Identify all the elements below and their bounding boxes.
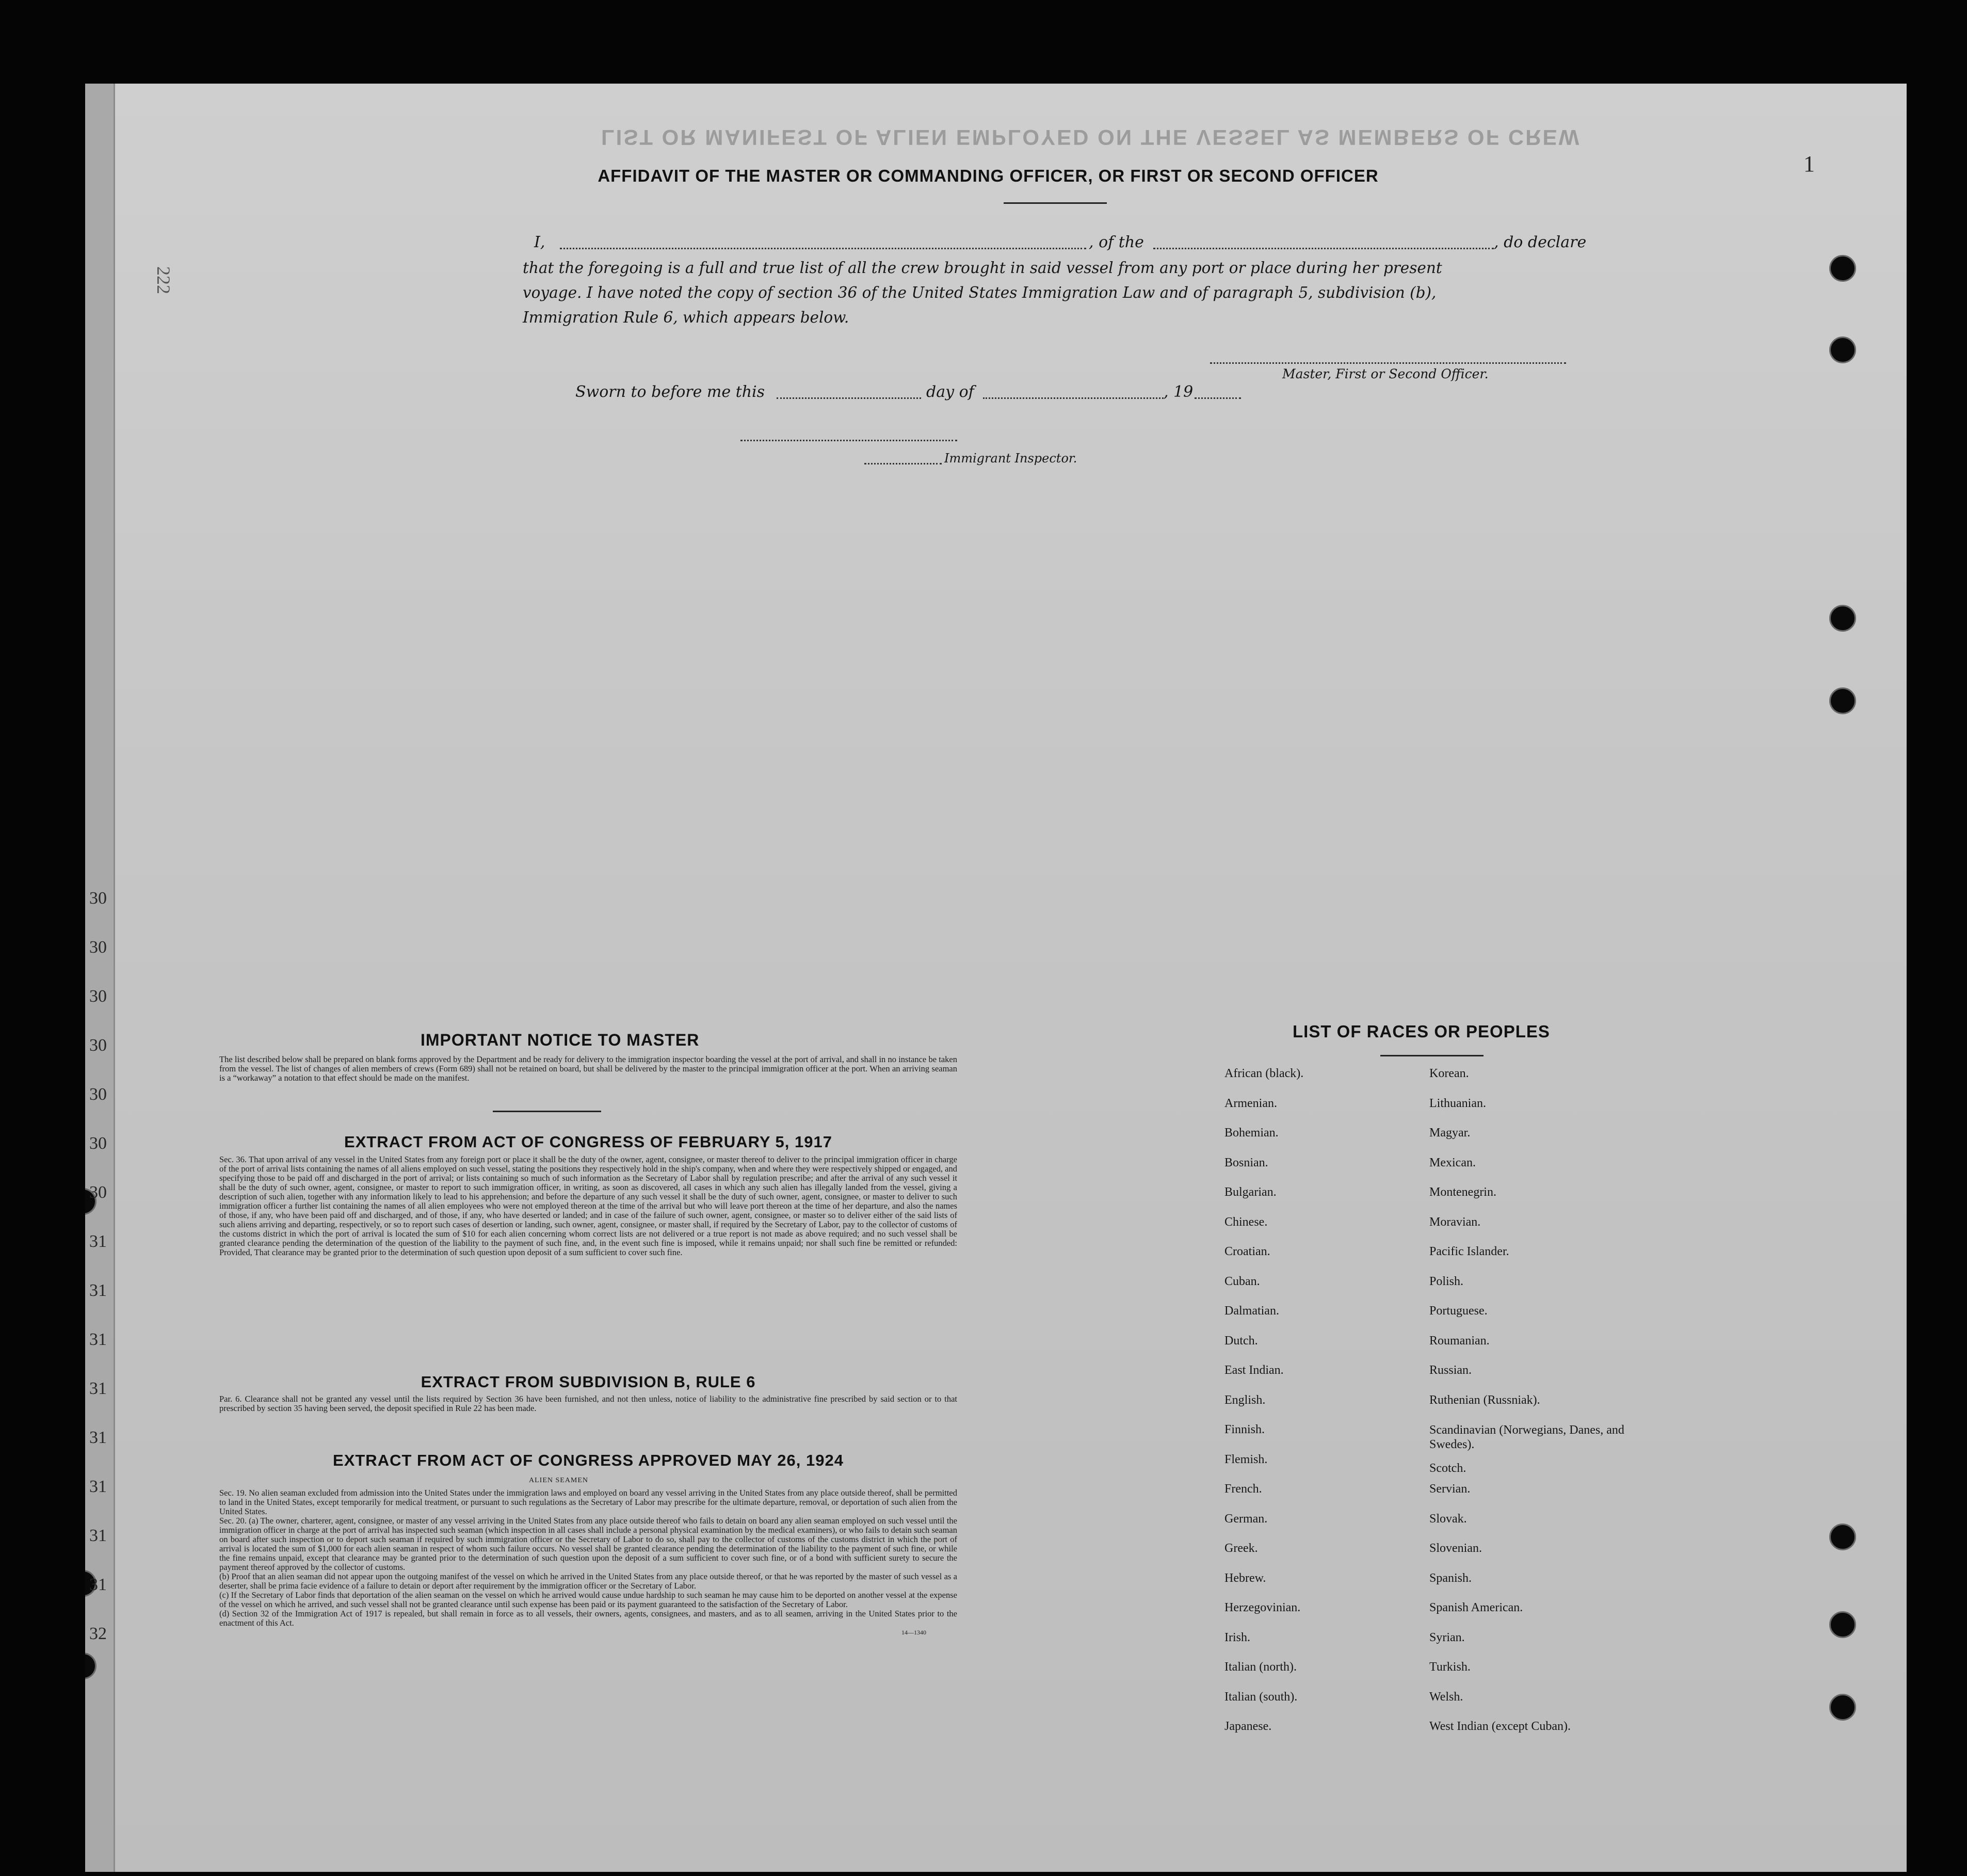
name-blank-line (560, 248, 1086, 249)
race-item: African (black). (1224, 1067, 1304, 1080)
race-item: Pacific Islander. (1429, 1245, 1509, 1258)
races-column-2 (1429, 1067, 1646, 1750)
sec-20c-text: (c) If the Secretary of Labor finds that deportation of the alien seaman on the vessel on which he arrived would cause undue hardship to such seaman he may cause him to be deported on another vessel at the expense of the vessel on which he arrived, and such vessel shall not be granted clearance until such expense has been paid or its payment guaranteed to the satisfaction of the Secretary of Labor. (219, 1590, 957, 1609)
inspector-caption: Immigrant Inspector. (944, 451, 1077, 466)
race-item: Lithuanian. (1429, 1096, 1486, 1110)
race-item: Spanish. (1429, 1571, 1472, 1585)
race-item: Dutch. (1224, 1334, 1258, 1348)
inspector-top-line (740, 440, 957, 441)
race-item: Bulgarian. (1224, 1185, 1277, 1199)
left-margin-numbers: 30 30 30 30 30 30 30 31 31 31 31 31 31 31 31 32 (89, 889, 107, 1643)
race-item: Armenian. (1224, 1096, 1277, 1110)
race-item: East Indian. (1224, 1364, 1284, 1377)
race-item: Syrian. (1429, 1630, 1465, 1644)
race-item: Spanish American. (1429, 1601, 1523, 1614)
extract-rule6-title: EXTRACT FROM SUBDIVISION B, RULE 6 (421, 1373, 756, 1391)
sworn-year-line (1195, 397, 1241, 399)
alien-seamen-subtitle: ALIEN SEAMEN (529, 1477, 589, 1484)
race-item: West Indian (except Cuban). (1429, 1720, 1571, 1733)
day-of-label: day of (926, 383, 974, 401)
race-item: English. (1224, 1393, 1266, 1407)
race-item: Servian. (1429, 1482, 1471, 1496)
page-number: 1 (1803, 151, 1815, 177)
race-item: Montenegrin. (1429, 1185, 1496, 1199)
bleed-through-header: LIST OR MANIFEST OF ALIEN EMPLOYED ON THE VESSEL AS MEMBERS OF CREW (601, 125, 1581, 150)
inspector-signature-line (864, 463, 942, 464)
race-item: Hebrew. (1224, 1571, 1266, 1585)
extract-rule6-body: Par. 6. Clearance shall not be granted any vessel until the lists required by Section 36 have been furnished, and not then unless, notice of liability to the administrative fine prescribed by said section or to that prescribed by section 35 having been served, the deposit specified in Rule 22 has been made. (219, 1394, 957, 1413)
race-item: Magyar. (1429, 1126, 1471, 1140)
race-item: Turkish. (1429, 1660, 1471, 1674)
affidavit-line-3: Immigration Rule 6, which appears below. (523, 309, 849, 326)
punch-hole (1829, 1694, 1856, 1721)
sec-20a-text: Sec. 20. (a) The owner, charterer, agent, consignee, or master of any vessel arriving in the United States from any place outside thereof who fails to detain on board any alien seaman employed on such vessel until the immigration officer in charge at the port of arrival has inspected such seaman (which inspection in all cases shall include a personal physical examination by the medical examiners), or who fails to detain such seaman on board after such inspection or to deport such seaman if required by such immigration officer or the Secretary of Labor to do so, shall pay to the collector of customs of the customs district in which the port of arrival is located the sum of $1,000 for each alien seaman in respect of whom such failure occurs. No vessel shall be granted clearance pending the determination of the liability to the payment of such fine, or while the fine remains unpaid, except that clearance may be granted prior to the determination of such question upon the deposit of a sum sufficient to cover such fine, or of a bond with sufficient surety to secure the payment thereof approved by the collector of customs. (219, 1516, 957, 1572)
race-item: Korean. (1429, 1067, 1469, 1080)
race-item: Bohemian. (1224, 1126, 1279, 1140)
of-the-label: , of the (1089, 233, 1144, 251)
form-number: 14—1340 (901, 1629, 926, 1636)
affidavit-line-1: that the foregoing is a full and true list of all the crew brought in said vessel from any port or place during her present (523, 259, 1442, 277)
race-item: Italian (south). (1224, 1690, 1298, 1704)
notice-body: The list described below shall be prepared on blank forms approved by the Department and be ready for delivery to the immigration inspector boarding the vessel at the port of arrival, and shall in no instance be taken from the vessel. The list of changes of alien members of crews (Form 689) shall not be retained on board, but shall be delivered by the master to the principal immigration officer at the port. When an arriving seaman is a “workaway” a notation to that effect should be made on the manifest. (219, 1054, 957, 1083)
race-item: Japanese. (1224, 1720, 1272, 1733)
race-item: French. (1224, 1482, 1262, 1496)
extract-1924-body (219, 1488, 957, 1637)
notice-title: IMPORTANT NOTICE TO MASTER (421, 1031, 700, 1049)
punch-hole (1829, 1611, 1856, 1638)
sec-20b-text: (b) Proof that an alien seaman did not appear upon the outgoing manifest of the vessel on which he arrived in the United States from any place outside thereof, or that he was reported by the master of such vessel as a deserter, shall be prima facie evidence of a failure to detain or deport after requirement by the immigration officer or the Secretary of Labor. (219, 1572, 957, 1591)
race-item: Slovak. (1429, 1512, 1467, 1526)
signature-line (1210, 362, 1566, 364)
extract-1917-title: EXTRACT FROM ACT OF CONGRESS OF FEBRUARY 5, 1917 (344, 1133, 832, 1151)
race-item: Bosnian. (1224, 1156, 1268, 1169)
race-item: Herzegovinian. (1224, 1601, 1301, 1614)
race-item: Flemish. (1224, 1452, 1268, 1466)
punch-hole (1829, 687, 1856, 714)
do-declare-label: , do declare (1494, 233, 1587, 251)
sec-19-text: Sec. 19. No alien seaman excluded from admission into the United States under the immigration laws and employed on board any vessel arriving in the United States from any place outside thereof, shall be permitted to land in the United States, except temporarily for medical treatment, or pursuant to such regulations as the Secretary of Labor may prescribe for the ultimate departure, removal, or deportation of such alien from the United States. (219, 1488, 957, 1516)
extract-1917-body: Sec. 36. That upon arrival of any vessel in the United States from any foreign port or place it shall be the duty of the owner, agent, consignee, or master thereof to deliver to the principal immigration officer in charge of the port of arrival lists containing the names of all aliens employed on such vessel, stating the positions they respectively hold in the ship's company, when and where they were respectively shipped or engaged, and specifying those to be paid off and discharged in the port of arrival; or lists containing so much of such information as the Secretary of Labor shall by regulation prescribe; and after the arrival of any such vessel it shall be the duty of such owner, agent, consignee, or master to report to such immigration officer, in writing, as soon as discovered, all cases in which any such alien has illegally landed from the vessel, giving a description of such alien, together with any information likely to lead to his apprehension; and before the departure of any such vessel it shall be the duty of such owner, agent, consignee, or master to deliver to such immigration officer a further list containing the names of all alien employees who were not employed thereon at the time of the arrival but who will leave port thereon at the time of her departure, and also the names of those, if any, who have been paid off and discharged, and of those, if any, who have deserted or landed; and in case of the failure of such owner, agent, consignee, or master so to deliver either of the said lists of such aliens arriving and departing, respectively, or so to report such cases of desertion or landing, such owner, agent, consignee, or master shall, if required by the Secretary of Labor, pay to the collector of customs of the customs district in which the port of arrival is located the sum of $10 for each alien concerning whom correct lists are not delivered or a true report is not made as above required; and no such vessel shall be granted clearance pending the determination of the question of the liability to the payment of such fine, and, in the event such fine is imposed, while it remains unpaid; nor shall such fine be remitted or refunded: Provided, That clearance may be granted prior to the determination of such question upon deposit of a sum sufficient to cover such fine. (219, 1155, 957, 1257)
race-item: Portuguese. (1429, 1304, 1488, 1318)
year-label: , 19 (1164, 383, 1194, 401)
race-item: Russian. (1429, 1364, 1472, 1377)
race-item: Cuban. (1224, 1274, 1260, 1288)
sworn-label: Sworn to before me this (575, 383, 765, 401)
affidavit-i-label: I, (534, 233, 545, 251)
side-reference-number: 222 (153, 266, 174, 294)
race-item: Moravian. (1429, 1215, 1481, 1229)
vessel-blank-line (1153, 248, 1494, 249)
title-underline (1004, 202, 1107, 204)
punch-hole (1829, 255, 1856, 282)
race-item: Roumanian. (1429, 1334, 1490, 1348)
affidavit-line-2: voyage. I have noted the copy of section 36 of the United States Immigration Law and of paragraph 5, subdivision (b), (523, 284, 1437, 301)
race-item: Ruthenian (Russniak). (1429, 1393, 1540, 1407)
race-item: German. (1224, 1512, 1268, 1526)
manifest-page (85, 84, 1907, 1872)
race-item: Polish. (1429, 1274, 1464, 1288)
race-item: Croatian. (1224, 1245, 1270, 1258)
race-item: Italian (north). (1224, 1660, 1297, 1674)
race-item: Chinese. (1224, 1215, 1268, 1229)
race-item: Welsh. (1429, 1690, 1463, 1704)
race-item: Slovenian. (1429, 1542, 1482, 1555)
races-title: LIST OF RACES OR PEOPLES (1293, 1022, 1550, 1041)
notice-rule (493, 1111, 601, 1112)
race-item: Mexican. (1429, 1156, 1476, 1169)
race-item: Scotch. (1429, 1462, 1466, 1475)
sec-20d-text: (d) Section 32 of the Immigration Act of 1917 is repealed, but shall remain in force as to all vessels, their owners, agents, consignees, and masters, and as to all seamen, arriving in the United States prior to the enactment of this Act. (219, 1609, 957, 1628)
punch-hole (1829, 1524, 1856, 1550)
signature-caption: Master, First or Second Officer. (1282, 366, 1489, 381)
punch-hole (1829, 605, 1856, 632)
race-item: Finnish. (1224, 1423, 1265, 1436)
races-title-underline (1380, 1055, 1484, 1056)
extract-1924-title: EXTRACT FROM ACT OF CONGRESS APPROVED MAY 26, 1924 (333, 1451, 844, 1469)
races-column-1 (1224, 1067, 1421, 1750)
race-item: Dalmatian. (1224, 1304, 1279, 1318)
punch-hole (1829, 336, 1856, 363)
race-item: Greek. (1224, 1542, 1258, 1555)
race-item: Irish. (1224, 1630, 1250, 1644)
race-item: Scandinavian (Norwegians, Danes, and Swedes). (1429, 1423, 1624, 1451)
sworn-day-line (777, 397, 921, 399)
sworn-month-line (983, 397, 1164, 399)
affidavit-title: AFFIDAVIT OF THE MASTER OR COMMANDING OFFICER, OR FIRST OR SECOND OFFICER (598, 166, 1379, 185)
